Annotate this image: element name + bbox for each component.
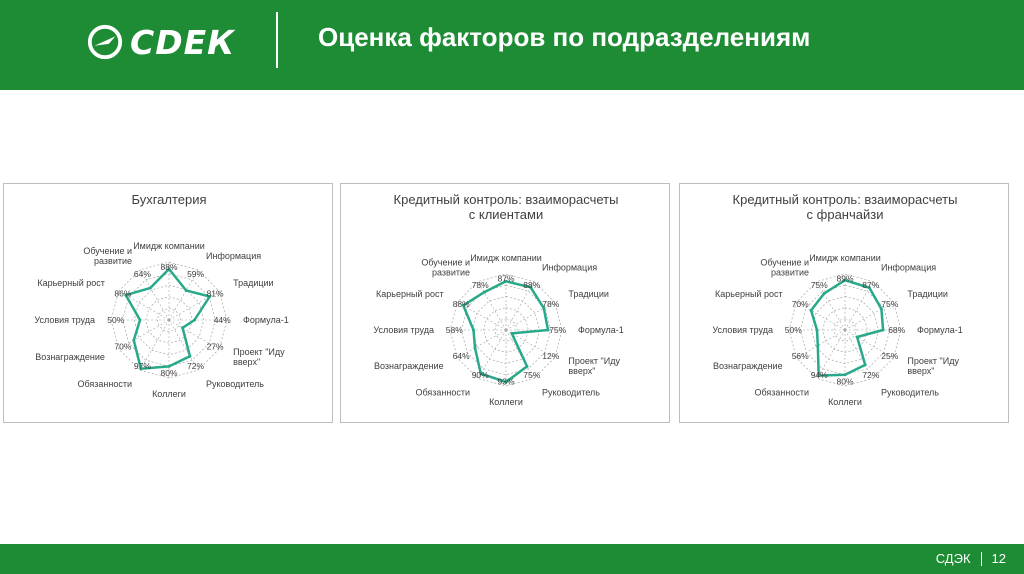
chart-title-line: Кредитный контроль: взаиморасчеты <box>732 192 958 207</box>
value-label: 72% <box>187 361 205 372</box>
category-label-line: Вознаграждение <box>35 352 105 362</box>
category-label-line: развитие <box>94 255 132 266</box>
header-divider <box>276 12 278 68</box>
value-label: 25% <box>881 350 899 361</box>
category-label <box>712 325 773 335</box>
category-label <box>907 289 948 299</box>
category-label-line: Традиции <box>233 278 274 288</box>
category-label-line: Проект "Иду <box>233 347 285 357</box>
category-label-line: вверх" <box>907 366 935 376</box>
category-label <box>542 387 600 397</box>
value-label: 78% <box>542 299 560 310</box>
value-label: 50% <box>107 315 125 325</box>
category-label <box>568 356 620 376</box>
value-label: 89% <box>836 273 854 284</box>
category-label-line: Формула-1 <box>917 325 963 335</box>
category-label-line: Проект "Иду <box>568 356 620 366</box>
value-label: 97% <box>133 361 151 372</box>
category-label-line: Обязанности <box>77 379 132 390</box>
value-label: 88% <box>452 299 470 310</box>
category-label-line: Условия труда <box>34 315 95 325</box>
category-label <box>828 397 862 407</box>
value-label: 81% <box>206 288 224 299</box>
category-label-line: развитие <box>432 267 470 278</box>
category-label-line: Формула-1 <box>243 315 289 325</box>
category-label <box>206 379 264 389</box>
value-label: 70% <box>114 341 132 352</box>
category-label-line: Имидж компании <box>133 241 205 251</box>
data-point <box>149 286 152 289</box>
radar-chart-credit-clients <box>341 184 671 424</box>
value-label: 75% <box>549 325 567 335</box>
category-label-line: Обязанности <box>415 387 470 398</box>
value-label: 72% <box>862 369 880 380</box>
category-label-line: Карьерный рост <box>376 289 444 299</box>
chart-title <box>131 192 206 207</box>
category-label <box>489 397 523 407</box>
category-label <box>713 361 783 371</box>
chart-panel-accounting <box>3 183 333 423</box>
category-label <box>152 389 186 399</box>
category-label <box>715 289 783 299</box>
category-label <box>133 241 205 251</box>
category-label-line: Карьерный рост <box>715 289 783 299</box>
value-label: 70% <box>791 299 809 310</box>
category-label <box>754 387 809 397</box>
category-label-line: развитие <box>771 267 809 278</box>
category-label-line: Обучение и <box>83 245 132 256</box>
category-label <box>470 253 542 263</box>
category-label-line: Традиции <box>568 289 609 299</box>
category-label-line: Руководитель <box>206 379 264 390</box>
category-label-line: Коллеги <box>152 389 186 399</box>
category-label <box>37 278 105 288</box>
value-label: 86% <box>114 288 132 299</box>
value-label: 50% <box>784 325 802 335</box>
category-label <box>881 263 936 273</box>
data-point <box>856 336 859 339</box>
category-label <box>907 356 959 376</box>
category-label-line: Карьерный рост <box>37 278 105 288</box>
category-label <box>376 289 444 299</box>
category-label-line: Руководитель <box>542 387 600 398</box>
page-number: 12 <box>991 551 1006 566</box>
category-label <box>83 246 132 266</box>
value-label: 56% <box>791 350 809 361</box>
data-point <box>816 344 819 347</box>
chart-title <box>733 192 958 222</box>
value-label: 59% <box>187 268 205 279</box>
chart-title <box>394 192 619 222</box>
radar-chart-credit-franchise <box>680 184 1010 424</box>
chart-title-line: с франчайзи <box>806 207 884 222</box>
category-label <box>373 325 434 335</box>
category-label-line: Коллеги <box>489 397 523 407</box>
data-point <box>816 329 819 332</box>
data-point <box>472 329 475 332</box>
category-label <box>374 361 444 371</box>
category-label-line: Традиции <box>907 289 948 299</box>
value-label: 87% <box>862 280 880 291</box>
radar-chart-accounting <box>4 184 334 424</box>
category-label-line: Информация <box>542 262 598 273</box>
page-title: Оценка факторов по подразделениям <box>318 22 811 52</box>
category-label-line: Вознаграждение <box>713 361 783 371</box>
category-label <box>760 258 809 278</box>
category-label <box>77 379 132 389</box>
category-label <box>233 278 274 288</box>
category-label-line: Имидж компании <box>809 253 881 263</box>
category-label-line: Условия труда <box>373 325 434 335</box>
value-label: 90% <box>471 369 489 380</box>
data-point <box>526 365 529 368</box>
value-label: 88% <box>523 280 541 291</box>
footer-brand: СДЭК <box>935 551 971 566</box>
category-label <box>917 325 963 335</box>
category-label-line: Обучение и <box>421 257 470 268</box>
category-label-line: Формула-1 <box>578 325 624 335</box>
category-label <box>35 352 105 362</box>
data-point <box>474 346 477 349</box>
data-point <box>193 319 196 322</box>
value-label: 94% <box>810 369 828 380</box>
logo-text: СDЕК <box>130 22 236 62</box>
value-label: 58% <box>445 325 463 335</box>
footer-bar <box>0 544 1024 574</box>
category-label <box>809 253 881 263</box>
value-label: 75% <box>523 369 541 380</box>
category-label-line: Информация <box>881 262 937 273</box>
data-point <box>132 339 135 342</box>
category-label <box>415 387 470 397</box>
value-label: 64% <box>452 350 470 361</box>
category-label-line: Коллеги <box>828 397 862 407</box>
category-label <box>206 251 261 261</box>
category-label <box>542 263 597 273</box>
footer-info <box>936 551 1006 566</box>
data-point <box>510 332 513 335</box>
value-label: 78% <box>471 280 489 291</box>
category-label-line: Проект "Иду <box>907 356 959 366</box>
value-label: 64% <box>133 268 151 279</box>
category-label <box>233 347 285 367</box>
category-label-line: Обязанности <box>754 387 809 398</box>
category-label <box>578 325 624 335</box>
category-label-line: вверх" <box>233 357 261 367</box>
footer-separator <box>981 552 982 566</box>
series-line <box>126 269 210 372</box>
chart-title-line: Кредитный контроль: взаиморасчеты <box>393 192 619 207</box>
data-point <box>181 326 184 329</box>
header-bar <box>0 0 1024 90</box>
value-label: 87% <box>497 273 515 284</box>
value-label: 68% <box>888 325 906 335</box>
value-label: 80% <box>160 368 178 379</box>
value-label: 27% <box>206 341 224 352</box>
category-label-line: Информация <box>206 250 262 261</box>
value-label: 44% <box>213 315 231 325</box>
data-point <box>483 291 486 294</box>
logo-mark-icon <box>86 23 124 61</box>
chart-panel-credit-clients <box>340 183 670 423</box>
data-point <box>139 319 142 322</box>
category-label-line: Условия труда <box>712 325 773 335</box>
data-point <box>823 292 826 295</box>
chart-title-line: с клиентами <box>468 207 544 222</box>
category-label <box>421 258 470 278</box>
category-label-line: Обучение и <box>760 257 809 268</box>
data-point <box>864 363 867 366</box>
category-label-line: Вознаграждение <box>374 361 444 371</box>
chart-panel-credit-franchise <box>679 183 1009 423</box>
value-label: 75% <box>881 299 899 310</box>
category-label-line: Руководитель <box>881 387 939 398</box>
data-point <box>188 355 191 358</box>
cdek-logo <box>86 20 256 64</box>
category-label <box>243 315 289 325</box>
data-point <box>185 289 188 292</box>
value-label: 80% <box>836 376 854 387</box>
category-label <box>881 387 939 397</box>
category-label-line: вверх" <box>568 366 596 376</box>
value-label: 12% <box>542 350 560 361</box>
series-line <box>811 280 883 375</box>
value-label: 88% <box>160 261 178 272</box>
value-label: 93% <box>497 376 515 387</box>
category-label-line: Имидж компании <box>470 253 542 263</box>
category-label <box>568 289 609 299</box>
data-point <box>882 329 885 332</box>
category-label <box>34 315 95 325</box>
value-label: 75% <box>810 280 828 291</box>
data-point <box>810 309 813 312</box>
chart-title-line: Бухгалтерия <box>131 192 207 207</box>
